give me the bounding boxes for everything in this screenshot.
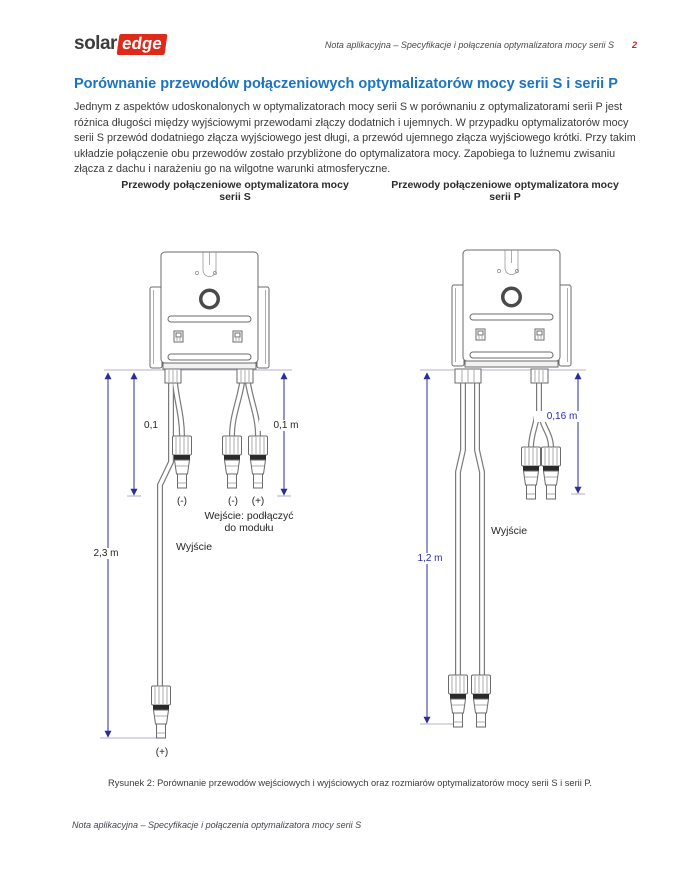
column-heading-series-s: Przewody połączeniowe optymalizatora mocy serii S (121, 179, 349, 203)
mc4-connector (173, 436, 192, 488)
page-number: 2 (631, 40, 637, 50)
mc4-connectors-series-p (449, 447, 561, 727)
figure-caption: Rysunek 2: Porównanie przewodów wejściowych i wyjściowych oraz rozmiarów optymalizatorów mocy serii S i serii P. (108, 778, 592, 788)
dim-label-0-1-m: 0,1 m (259, 420, 313, 431)
optimizer-bracket-series-s (150, 252, 269, 369)
body-paragraph: Jednym z aspektów udoskonalonych w optymalizatorach mocy serii S w porównaniu z optymalizatorami serii P jest różnica długości między wyjściowymi przewodami złączy dodatnich i ujemnych. W przypadku optymalizatorów mocy serii S przewód dodatniego złącza wyjściowego jest długi, a przewód ujemnego złącza wyjściowego krótki. Przy takim układzie połączenie obu przewodów zostało przybliżone do optymalizatora mocy. Zapobiega to luźnemu zwisaniu złącza z dachu i narażeniu go na wilgotne warunki atmosferyczne. (74, 101, 636, 175)
output-caption-series-s: Wyjście (176, 541, 213, 553)
polarity-label-neg-output-s: (-) (177, 496, 187, 507)
header-doc-reference: Nota aplikacyjna – Specyfikacje i połączenia optymalizatora mocy serii S (324, 40, 614, 50)
cables-series-s (160, 383, 258, 688)
logo-text-edge: edge (116, 34, 167, 55)
dim-label-1-2-m: 1,2 m (405, 553, 455, 564)
mc4-connector (542, 447, 561, 499)
input-caption-line2: do modułu (224, 522, 274, 534)
dim-label-0-16-m: 0,16 m (534, 411, 590, 422)
column-heading-series-p: Przewody połączeniowe optymalizatora mocy serii P (391, 179, 619, 203)
mc4-connector (449, 675, 468, 727)
optimizer-bracket-series-p (452, 250, 571, 367)
dimension-lines-series-p (420, 370, 586, 724)
polarity-label-neg-input-s: (-) (228, 496, 238, 507)
dim-label-2-3-m: 2,3 m (79, 548, 133, 559)
polarity-label-pos-bottom-s: (+) (155, 747, 169, 758)
mc4-connector (152, 686, 171, 738)
cable-glands (165, 369, 548, 383)
optimizer-comparison-diagram (0, 230, 700, 775)
input-caption-line1: Wejście: podłączyć (204, 510, 294, 522)
input-caption-series-s (188, 510, 310, 534)
output-caption-series-p: Wyjście (491, 525, 528, 537)
page-title: Porównanie przewodów połączeniowych optymalizatorów mocy serii S i serii P (74, 76, 618, 92)
solaredge-logo (74, 33, 166, 55)
dim-label-0-1: 0,1 (144, 420, 158, 431)
logo-text-solar: solar (74, 33, 117, 54)
mc4-connector (223, 436, 242, 488)
mc4-connectors-series-s (152, 436, 268, 738)
mc4-connector (472, 675, 491, 727)
footer-doc-reference: Nota aplikacyjna – Specyfikacje i połączenia optymalizatora mocy serii S (72, 820, 362, 830)
mc4-connector (522, 447, 541, 499)
polarity-label-pos-input-s: (+) (251, 496, 265, 507)
mc4-connector (249, 436, 268, 488)
